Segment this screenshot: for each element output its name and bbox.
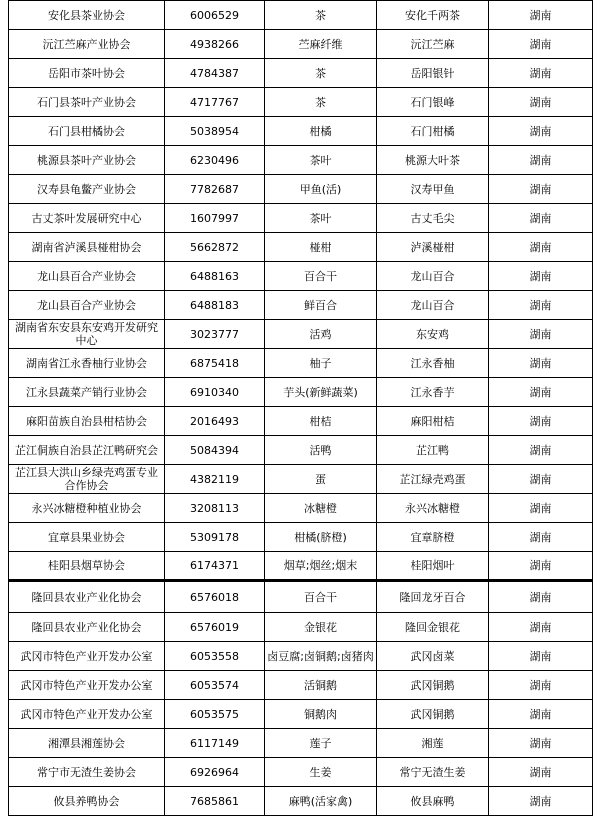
product-cell: 百合干 bbox=[265, 581, 377, 613]
province-cell: 湖南 bbox=[489, 581, 593, 613]
product-cell: 甲鱼(活) bbox=[265, 175, 377, 204]
organization-cell: 石门县茶叶产业协会 bbox=[9, 88, 165, 117]
table-row bbox=[9, 613, 593, 642]
product-cell: 活鸡 bbox=[265, 320, 377, 349]
registration-number-cell: 6926964 bbox=[165, 758, 265, 787]
trademark-name-cell: 桂阳烟叶 bbox=[377, 552, 489, 581]
table-row bbox=[9, 1, 593, 30]
province-cell: 湖南 bbox=[489, 613, 593, 642]
trademark-name-cell: 隆回龙牙百合 bbox=[377, 581, 489, 613]
registration-number-cell: 6576018 bbox=[165, 581, 265, 613]
organization-cell: 常宁市无渣生姜协会 bbox=[9, 758, 165, 787]
province-cell: 湖南 bbox=[489, 700, 593, 729]
province-cell: 湖南 bbox=[489, 204, 593, 233]
table-row bbox=[9, 175, 593, 204]
table-body bbox=[9, 1, 593, 816]
organization-cell: 宜章县果业协会 bbox=[9, 523, 165, 552]
registration-number-cell: 6006529 bbox=[165, 1, 265, 30]
table-row bbox=[9, 523, 593, 552]
product-cell: 茶叶 bbox=[265, 146, 377, 175]
trademark-name-cell: 沅江苎麻 bbox=[377, 30, 489, 59]
organization-cell: 汉寿县龟鳖产业协会 bbox=[9, 175, 165, 204]
registration-number-cell: 6875418 bbox=[165, 349, 265, 378]
organization-cell: 湖南省江永香柚行业协会 bbox=[9, 349, 165, 378]
product-cell: 卤豆腐;卤铜鹅;卤猪肉 bbox=[265, 642, 377, 671]
organization-cell: 湖南省泸溪县椪柑协会 bbox=[9, 233, 165, 262]
product-cell: 烟草;烟丝;烟末 bbox=[265, 552, 377, 581]
province-cell: 湖南 bbox=[489, 378, 593, 407]
organization-cell: 安化县茶业协会 bbox=[9, 1, 165, 30]
organization-cell: 古丈茶叶发展研究中心 bbox=[9, 204, 165, 233]
trademark-name-cell: 宜章脐橙 bbox=[377, 523, 489, 552]
trademark-name-cell: 桃源大叶茶 bbox=[377, 146, 489, 175]
province-cell: 湖南 bbox=[489, 523, 593, 552]
registration-number-cell: 5084394 bbox=[165, 436, 265, 465]
province-cell: 湖南 bbox=[489, 436, 593, 465]
trademark-name-cell: 麻阳柑桔 bbox=[377, 407, 489, 436]
product-cell: 莲子 bbox=[265, 729, 377, 758]
product-cell: 麻鸭(活家禽) bbox=[265, 787, 377, 816]
trademark-name-cell: 永兴冰糖橙 bbox=[377, 494, 489, 523]
table-row bbox=[9, 59, 593, 88]
registration-number-cell: 4784387 bbox=[165, 59, 265, 88]
province-cell: 湖南 bbox=[489, 787, 593, 816]
table-row bbox=[9, 262, 593, 291]
table-row bbox=[9, 494, 593, 523]
province-cell: 湖南 bbox=[489, 117, 593, 146]
product-cell: 百合干 bbox=[265, 262, 377, 291]
table-row bbox=[9, 233, 593, 262]
trademark-name-cell: 芷江绿壳鸡蛋 bbox=[377, 465, 489, 494]
organization-cell: 永兴冰糖橙种植业协会 bbox=[9, 494, 165, 523]
registration-number-cell: 6488183 bbox=[165, 291, 265, 320]
trademark-name-cell: 江永香柚 bbox=[377, 349, 489, 378]
organization-cell: 隆回县农业产业化协会 bbox=[9, 613, 165, 642]
registration-number-cell: 6053574 bbox=[165, 671, 265, 700]
product-cell: 活铜鹅 bbox=[265, 671, 377, 700]
registration-number-cell: 3023777 bbox=[165, 320, 265, 349]
province-cell: 湖南 bbox=[489, 1, 593, 30]
registration-number-cell: 6576019 bbox=[165, 613, 265, 642]
registration-number-cell: 7685861 bbox=[165, 787, 265, 816]
registration-number-cell: 6174371 bbox=[165, 552, 265, 581]
table-row bbox=[9, 552, 593, 581]
product-cell: 金银花 bbox=[265, 613, 377, 642]
organization-cell: 石门县柑橘协会 bbox=[9, 117, 165, 146]
table-row bbox=[9, 436, 593, 465]
trademark-name-cell: 石门银峰 bbox=[377, 88, 489, 117]
organization-cell: 隆回县农业产业化协会 bbox=[9, 581, 165, 613]
registration-number-cell: 4938266 bbox=[165, 30, 265, 59]
table-row bbox=[9, 700, 593, 729]
province-cell: 湖南 bbox=[489, 494, 593, 523]
table-row bbox=[9, 671, 593, 700]
product-cell: 柑橘 bbox=[265, 117, 377, 146]
registration-number-cell: 5662872 bbox=[165, 233, 265, 262]
trademark-name-cell: 东安鸡 bbox=[377, 320, 489, 349]
table-row bbox=[9, 729, 593, 758]
province-cell: 湖南 bbox=[489, 59, 593, 88]
province-cell: 湖南 bbox=[489, 349, 593, 378]
registration-number-cell: 6053575 bbox=[165, 700, 265, 729]
product-cell: 柚子 bbox=[265, 349, 377, 378]
registration-number-cell: 5309178 bbox=[165, 523, 265, 552]
province-cell: 湖南 bbox=[489, 175, 593, 204]
table-row bbox=[9, 407, 593, 436]
product-cell: 茶 bbox=[265, 59, 377, 88]
province-cell: 湖南 bbox=[489, 465, 593, 494]
organization-cell: 龙山县百合产业协会 bbox=[9, 291, 165, 320]
registration-number-cell: 5038954 bbox=[165, 117, 265, 146]
province-cell: 湖南 bbox=[489, 88, 593, 117]
province-cell: 湖南 bbox=[489, 552, 593, 581]
trademark-name-cell: 武冈卤菜 bbox=[377, 642, 489, 671]
province-cell: 湖南 bbox=[489, 146, 593, 175]
trademark-name-cell: 攸县麻鸭 bbox=[377, 787, 489, 816]
product-cell: 活鸭 bbox=[265, 436, 377, 465]
registration-number-cell: 6117149 bbox=[165, 729, 265, 758]
organization-cell: 龙山县百合产业协会 bbox=[9, 262, 165, 291]
trademark-name-cell: 武冈铜鹅 bbox=[377, 671, 489, 700]
trademark-name-cell: 龙山百合 bbox=[377, 262, 489, 291]
organization-cell: 武冈市特色产业开发办公室 bbox=[9, 671, 165, 700]
province-cell: 湖南 bbox=[489, 291, 593, 320]
product-cell: 冰糖橙 bbox=[265, 494, 377, 523]
product-cell: 苎麻纤维 bbox=[265, 30, 377, 59]
registration-number-cell: 1607997 bbox=[165, 204, 265, 233]
table-row bbox=[9, 146, 593, 175]
organization-cell: 芷江县大洪山乡绿壳鸡蛋专业合作协会 bbox=[9, 465, 165, 494]
trademark-name-cell: 江永香芋 bbox=[377, 378, 489, 407]
trademark-name-cell: 泸溪椪柑 bbox=[377, 233, 489, 262]
province-cell: 湖南 bbox=[489, 262, 593, 291]
table-row bbox=[9, 88, 593, 117]
organization-cell: 麻阳苗族自治县柑桔协会 bbox=[9, 407, 165, 436]
province-cell: 湖南 bbox=[489, 320, 593, 349]
province-cell: 湖南 bbox=[489, 233, 593, 262]
table-row bbox=[9, 787, 593, 816]
product-cell: 鲜百合 bbox=[265, 291, 377, 320]
registration-number-cell: 7782687 bbox=[165, 175, 265, 204]
organization-cell: 沅江苎麻产业协会 bbox=[9, 30, 165, 59]
product-cell: 茶叶 bbox=[265, 204, 377, 233]
product-cell: 生姜 bbox=[265, 758, 377, 787]
registration-number-cell: 6910340 bbox=[165, 378, 265, 407]
table-row bbox=[9, 117, 593, 146]
province-cell: 湖南 bbox=[489, 729, 593, 758]
table-row bbox=[9, 204, 593, 233]
trademark-name-cell: 隆回金银花 bbox=[377, 613, 489, 642]
organization-cell: 桂阳县烟草协会 bbox=[9, 552, 165, 581]
organization-cell: 桃源县茶叶产业协会 bbox=[9, 146, 165, 175]
table-row bbox=[9, 30, 593, 59]
registration-number-cell: 3208113 bbox=[165, 494, 265, 523]
trademark-name-cell: 汉寿甲鱼 bbox=[377, 175, 489, 204]
table-row bbox=[9, 758, 593, 787]
table-row bbox=[9, 320, 593, 349]
product-cell: 椪柑 bbox=[265, 233, 377, 262]
product-cell: 柑橘(脐橙) bbox=[265, 523, 377, 552]
organization-cell: 芷江侗族自治县芷江鸭研究会 bbox=[9, 436, 165, 465]
province-cell: 湖南 bbox=[489, 642, 593, 671]
table-row bbox=[9, 581, 593, 613]
product-cell: 茶 bbox=[265, 88, 377, 117]
province-cell: 湖南 bbox=[489, 671, 593, 700]
trademark-name-cell: 湘莲 bbox=[377, 729, 489, 758]
table-row bbox=[9, 642, 593, 671]
table-row bbox=[9, 465, 593, 494]
product-cell: 铜鹅肉 bbox=[265, 700, 377, 729]
organization-cell: 攸县养鸭协会 bbox=[9, 787, 165, 816]
trademark-name-cell: 安化千两茶 bbox=[377, 1, 489, 30]
organization-cell: 江永县蔬菜产销行业协会 bbox=[9, 378, 165, 407]
trademark-name-cell: 岳阳银针 bbox=[377, 59, 489, 88]
table-row bbox=[9, 349, 593, 378]
province-cell: 湖南 bbox=[489, 758, 593, 787]
trademark-name-cell: 古丈毛尖 bbox=[377, 204, 489, 233]
organization-cell: 武冈市特色产业开发办公室 bbox=[9, 700, 165, 729]
organization-cell: 武冈市特色产业开发办公室 bbox=[9, 642, 165, 671]
registration-number-cell: 6053558 bbox=[165, 642, 265, 671]
registration-number-cell: 6230496 bbox=[165, 146, 265, 175]
table-row bbox=[9, 291, 593, 320]
trademark-name-cell: 常宁无渣生姜 bbox=[377, 758, 489, 787]
registration-number-cell: 4382119 bbox=[165, 465, 265, 494]
registration-number-cell: 4717767 bbox=[165, 88, 265, 117]
province-cell: 湖南 bbox=[489, 407, 593, 436]
product-cell: 柑桔 bbox=[265, 407, 377, 436]
trademark-name-cell: 武冈铜鹅 bbox=[377, 700, 489, 729]
registration-number-cell: 2016493 bbox=[165, 407, 265, 436]
province-cell: 湖南 bbox=[489, 30, 593, 59]
product-cell: 芋头(新鲜蔬菜) bbox=[265, 378, 377, 407]
trademark-name-cell: 龙山百合 bbox=[377, 291, 489, 320]
organization-cell: 岳阳市茶叶协会 bbox=[9, 59, 165, 88]
product-cell: 茶 bbox=[265, 1, 377, 30]
organization-cell: 湘潭县湘莲协会 bbox=[9, 729, 165, 758]
table-row bbox=[9, 378, 593, 407]
trademark-table bbox=[8, 0, 593, 816]
product-cell: 蛋 bbox=[265, 465, 377, 494]
organization-cell: 湖南省东安县东安鸡开发研究中心 bbox=[9, 320, 165, 349]
trademark-name-cell: 芷江鸭 bbox=[377, 436, 489, 465]
registration-number-cell: 6488163 bbox=[165, 262, 265, 291]
trademark-name-cell: 石门柑橘 bbox=[377, 117, 489, 146]
